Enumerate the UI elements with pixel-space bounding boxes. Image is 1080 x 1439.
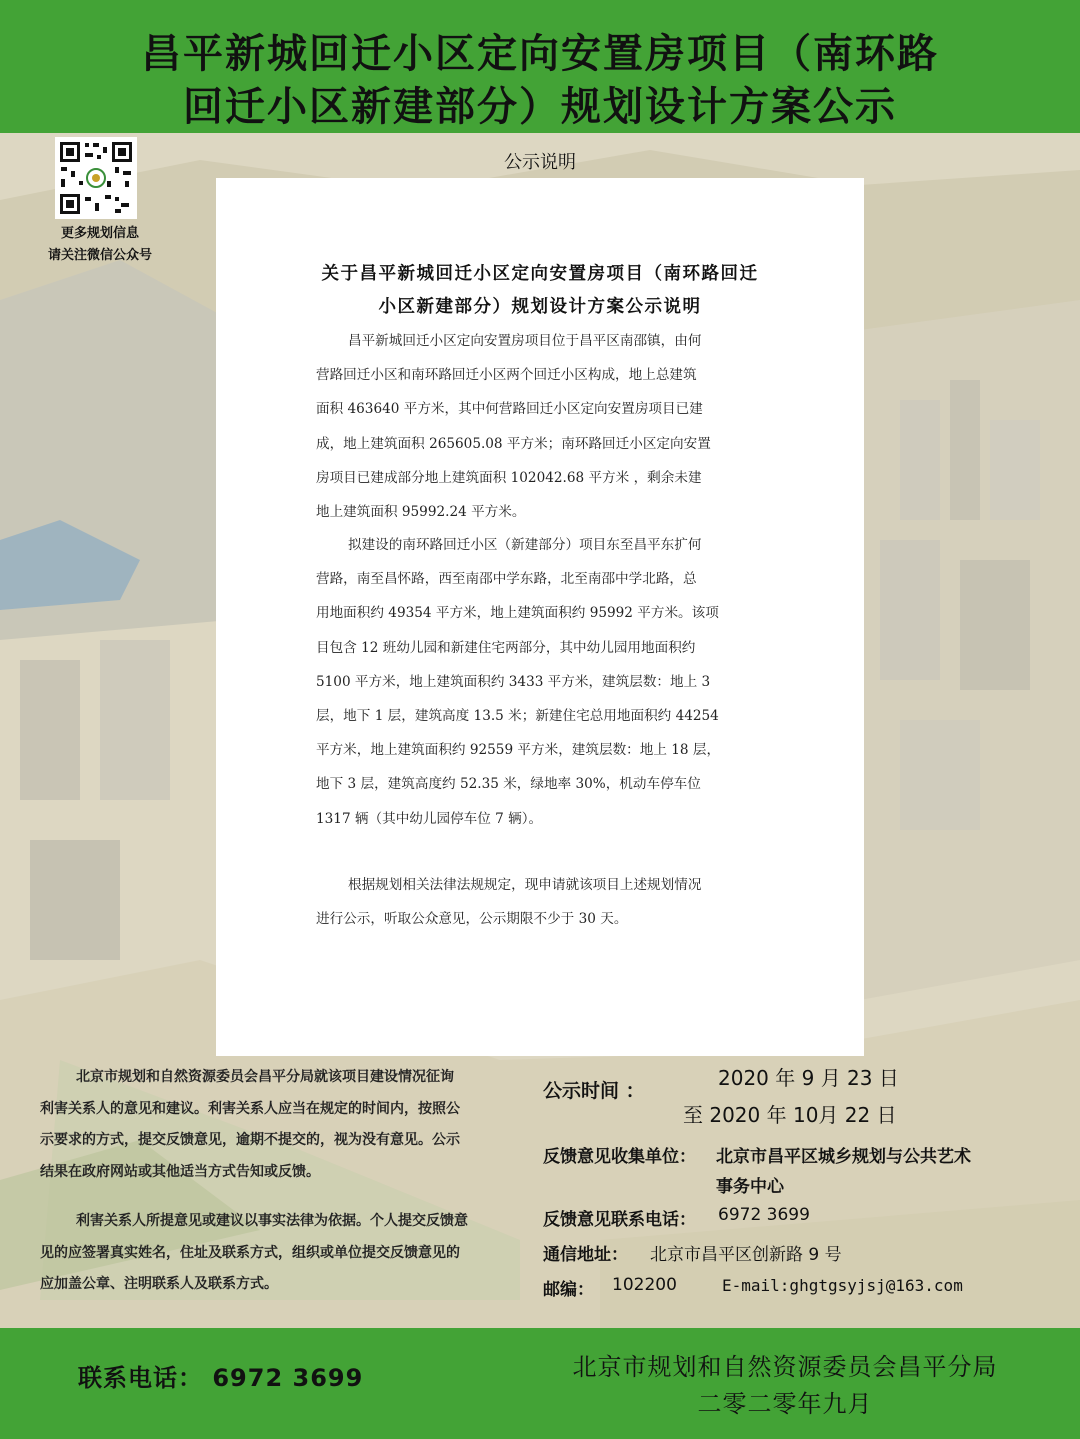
- feedback-unit-value-line2: 事务中心: [716, 1177, 784, 1197]
- address-label: 通信地址：: [543, 1245, 628, 1265]
- text-line: 利害关系人的意见和建议。利害关系人应当在规定的时间内，按照公: [40, 1100, 460, 1117]
- feedback-phone-value: 6972 3699: [718, 1205, 810, 1225]
- text-line: 北京市规划和自然资源委员会昌平分局就该项目建设情况征询: [76, 1069, 454, 1085]
- text-line: 示要求的方式，提交反馈意见，逾期不提交的，视为没有意见。公示: [40, 1132, 460, 1148]
- footer-organization: 北京市规划和自然资源委员会昌平分局: [572, 1353, 998, 1381]
- text-line: 见的应签署真实姓名，住址及联系方式，组织或单位提交反馈意见的: [40, 1244, 460, 1261]
- text-line: 拟建设的南环路回迁小区（新建部分）项目东至昌平东扩何: [348, 537, 702, 553]
- feedback-phone-label: 反馈意见联系电话：: [543, 1210, 696, 1230]
- page-title-line2: 回迁小区新建部分）规划设计方案公示: [183, 84, 897, 130]
- qr-code-icon: [55, 137, 137, 219]
- text-line: 营路回迁小区和南环路回迁小区两个回迁小区构成，地上总建筑: [316, 367, 697, 384]
- text-line: 营路，南至昌怀路，西至南邵中学东路，北至南邵中学北路，总: [316, 571, 697, 588]
- document-paragraph-3: [316, 868, 768, 936]
- text-line: 利害关系人所提意见或建议以事实法律为依据。个人提交反馈意: [76, 1213, 468, 1229]
- text-line: 平方米，地上建筑面积约 92559 平方米，建筑层数：地上 18 层，: [316, 742, 721, 759]
- text-line: 地上建筑面积 95992.24 平方米。: [316, 504, 526, 521]
- postcode-label: 邮编：: [543, 1280, 594, 1300]
- address-value: 北京市昌平区创新路 9 号: [650, 1245, 842, 1265]
- publicity-time-label: 公示时间 ：: [543, 1080, 645, 1102]
- text-line: 5100 平方米，地上建筑面积约 3433 平方米，建筑层数：地上 3: [316, 673, 711, 690]
- text-line: 根据规划相关法律法规规定，现申请就该项目上述规划情况: [348, 877, 702, 893]
- publicity-start-date: 2020 年 9 月 23 日: [718, 1066, 899, 1090]
- qr-caption-line1: 更多规划信息: [60, 226, 139, 241]
- document-title-line1: 关于昌平新城回迁小区定向安置房项目（南环路回迁: [321, 264, 759, 284]
- publicity-end-date: 至 2020 年 10月 22 日: [683, 1103, 897, 1127]
- text-line: 面积 463640 平方米，其中何营路回迁小区定向安置房项目已建: [316, 401, 703, 418]
- notice-heading: 公示说明: [504, 152, 576, 173]
- document-paragraph-1: [316, 324, 768, 529]
- document-title-line2: 小区新建部分）规划设计方案公示说明: [378, 297, 702, 317]
- notice-document: [216, 178, 864, 1056]
- feedback-unit-label: 反馈意见收集单位：: [543, 1147, 696, 1167]
- text-line: 昌平新城回迁小区定向安置房项目位于昌平区南邵镇，由何: [348, 333, 702, 349]
- postcode-value: 102200: [612, 1275, 677, 1295]
- text-line: 目包含 12 班幼儿园和新建住宅两部分，其中幼儿园用地面积约: [316, 639, 696, 656]
- email-address: E-mail:ghgtgsyjsj@163.com: [722, 1276, 963, 1295]
- text-line: 进行公示，听取公众意见，公示期限不少于 30 天。: [316, 911, 628, 928]
- stakeholder-notice: [40, 1062, 515, 1188]
- text-line: 1317 辆（其中幼儿园停车位 7 辆）。: [316, 810, 543, 827]
- footer-contact-phone: 联系电话： 6972 3699: [78, 1364, 364, 1392]
- text-line: 结果在政府网站或其他适当方式告知或反馈。: [40, 1163, 320, 1180]
- text-line: 用地面积约 49354 平方米，地上建筑面积约 95992 平方米。该项: [316, 605, 719, 622]
- text-line: 应加盖公章、注明联系人及联系方式。: [40, 1276, 278, 1292]
- text-line: 地下 3 层，建筑高度约 52.35 米，绿地率 30%，机动车停车位: [316, 776, 701, 793]
- feedback-unit-value-line1: 北京市昌平区城乡规划与公共艺术: [716, 1147, 971, 1167]
- stakeholder-requirements: [40, 1206, 515, 1301]
- qr-caption-line2: 请关注微信公众号: [47, 248, 152, 263]
- footer-date: 二零二零年九月: [697, 1390, 873, 1418]
- text-line: 房项目已建成部分地上建筑面积 102042.68 平方米 ，剩余未建: [316, 469, 702, 486]
- text-line: 成，地上建筑面积 265605.08 平方米；南环路回迁小区定向安置: [316, 435, 711, 452]
- text-line: 层，地下 1 层，建筑高度 13.5 米；新建住宅总用地面积约 44254: [316, 708, 719, 725]
- document-paragraph-2: [316, 528, 768, 836]
- page-title-line1: 昌平新城回迁小区定向安置房项目（南环路: [141, 31, 939, 77]
